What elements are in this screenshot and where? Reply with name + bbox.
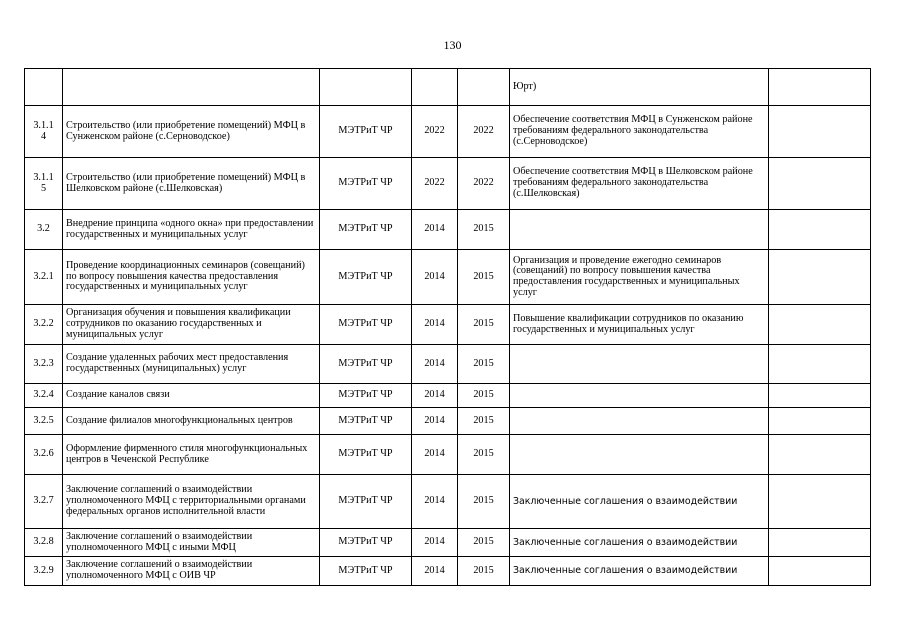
executor-cell: МЭТРиТ ЧР bbox=[320, 106, 412, 158]
expected-result-cell: Заключенные соглашения о взаимодействии bbox=[510, 529, 769, 557]
measures-table bbox=[24, 68, 871, 586]
executor-cell: МЭТРиТ ЧР bbox=[320, 435, 412, 475]
start-year-cell bbox=[412, 69, 458, 106]
row-number-cell: 3.1.1 5 bbox=[25, 158, 63, 210]
expected-result-cell bbox=[510, 384, 769, 408]
indicator-cell bbox=[769, 435, 871, 475]
end-year-cell: 2015 bbox=[458, 210, 510, 250]
table-row bbox=[25, 158, 871, 210]
indicator-cell bbox=[769, 305, 871, 345]
measure-name-cell: Заключение соглашений о взаимодействии уполномоченного МФЦ с ОИВ ЧР bbox=[63, 557, 320, 586]
end-year-cell: 2015 bbox=[458, 250, 510, 305]
start-year-cell: 2014 bbox=[412, 250, 458, 305]
executor-cell: МЭТРиТ ЧР bbox=[320, 384, 412, 408]
expected-result-cell bbox=[510, 435, 769, 475]
indicator-cell bbox=[769, 210, 871, 250]
indicator-cell bbox=[769, 384, 871, 408]
start-year-cell: 2014 bbox=[412, 384, 458, 408]
measure-name-cell: Строительство (или приобретение помещений) МФЦ в Шелковском районе (с.Шелковская) bbox=[63, 158, 320, 210]
measure-name-cell bbox=[63, 69, 320, 106]
row-number-cell: 3.2.5 bbox=[25, 408, 63, 435]
table-row bbox=[25, 69, 871, 106]
table-row bbox=[25, 305, 871, 345]
end-year-cell: 2015 bbox=[458, 305, 510, 345]
start-year-cell: 2014 bbox=[412, 345, 458, 384]
end-year-cell: 2015 bbox=[458, 557, 510, 586]
measure-name-cell: Создание удаленных рабочих мест предоставления государственных (муниципальных) услуг bbox=[63, 345, 320, 384]
expected-result-cell: Обеспечение соответствия МФЦ в Сунженском районе требованиям федерального законодательства (с.Серноводское) bbox=[510, 106, 769, 158]
indicator-cell bbox=[769, 557, 871, 586]
measure-name-cell: Организация обучения и повышения квалификации сотрудников по оказанию государственных и муниципальных услуг bbox=[63, 305, 320, 345]
start-year-cell: 2014 bbox=[412, 529, 458, 557]
expected-result-cell bbox=[510, 408, 769, 435]
measure-name-cell: Внедрение принципа «одного окна» при предоставлении государственных и муниципальных услуг bbox=[63, 210, 320, 250]
end-year-cell: 2015 bbox=[458, 529, 510, 557]
table-row bbox=[25, 384, 871, 408]
executor-cell: МЭТРиТ ЧР bbox=[320, 305, 412, 345]
page-number: 130 bbox=[443, 38, 462, 52]
expected-result-cell: Заключенные соглашения о взаимодействии bbox=[510, 557, 769, 586]
end-year-cell: 2022 bbox=[458, 158, 510, 210]
start-year-cell: 2022 bbox=[412, 106, 458, 158]
measure-name-cell: Заключение соглашений о взаимодействии уполномоченного МФЦ с территориальными органами федеральных органов исполнительной власти bbox=[63, 475, 320, 529]
start-year-cell: 2022 bbox=[412, 158, 458, 210]
end-year-cell: 2015 bbox=[458, 384, 510, 408]
start-year-cell: 2014 bbox=[412, 435, 458, 475]
start-year-cell: 2014 bbox=[412, 475, 458, 529]
table-row bbox=[25, 106, 871, 158]
end-year-cell: 2015 bbox=[458, 475, 510, 529]
measure-name-cell: Создание филиалов многофункциональных центров bbox=[63, 408, 320, 435]
measure-name-cell: Заключение соглашений о взаимодействии уполномоченного МФЦ с иными МФЦ bbox=[63, 529, 320, 557]
table-row bbox=[25, 210, 871, 250]
executor-cell: МЭТРиТ ЧР bbox=[320, 557, 412, 586]
indicator-cell bbox=[769, 475, 871, 529]
executor-cell bbox=[320, 69, 412, 106]
executor-cell: МЭТРиТ ЧР bbox=[320, 250, 412, 305]
table-row bbox=[25, 475, 871, 529]
row-number-cell: 3.2.9 bbox=[25, 557, 63, 586]
table-row bbox=[25, 250, 871, 305]
executor-cell: МЭТРиТ ЧР bbox=[320, 345, 412, 384]
measure-name-cell: Строительство (или приобретение помещений) МФЦ в Сунженском районе (с.Серноводское) bbox=[63, 106, 320, 158]
indicator-cell bbox=[769, 69, 871, 106]
indicator-cell bbox=[769, 158, 871, 210]
measure-name-cell: Создание каналов связи bbox=[63, 384, 320, 408]
row-number-cell: 3.2.3 bbox=[25, 345, 63, 384]
indicator-cell bbox=[769, 345, 871, 384]
measure-name-cell: Оформление фирменного стиля многофункциональных центров в Чеченской Республике bbox=[63, 435, 320, 475]
start-year-cell: 2014 bbox=[412, 305, 458, 345]
executor-cell: МЭТРиТ ЧР bbox=[320, 529, 412, 557]
end-year-cell bbox=[458, 69, 510, 106]
row-number-cell: 3.2.8 bbox=[25, 529, 63, 557]
row-number-cell bbox=[25, 69, 63, 106]
row-number-cell: 3.2.7 bbox=[25, 475, 63, 529]
indicator-cell bbox=[769, 529, 871, 557]
indicator-cell bbox=[769, 408, 871, 435]
end-year-cell: 2015 bbox=[458, 408, 510, 435]
expected-result-cell: Юрт) bbox=[510, 69, 769, 106]
indicator-cell bbox=[769, 106, 871, 158]
executor-cell: МЭТРиТ ЧР bbox=[320, 475, 412, 529]
table-row bbox=[25, 408, 871, 435]
executor-cell: МЭТРиТ ЧР bbox=[320, 210, 412, 250]
row-number-cell: 3.2.6 bbox=[25, 435, 63, 475]
end-year-cell: 2015 bbox=[458, 435, 510, 475]
expected-result-cell: Заключенные соглашения о взаимодействии bbox=[510, 475, 769, 529]
row-number-cell: 3.1.1 4 bbox=[25, 106, 63, 158]
expected-result-cell: Обеспечение соответствия МФЦ в Шелковском районе требованиям федерального законодательства (с.Шелковская) bbox=[510, 158, 769, 210]
row-number-cell: 3.2.1 bbox=[25, 250, 63, 305]
table-row bbox=[25, 435, 871, 475]
start-year-cell: 2014 bbox=[412, 210, 458, 250]
measure-name-cell: Проведение координационных семинаров (совещаний) по вопросу повышения качества предоставления государственных и муниципальных услуг bbox=[63, 250, 320, 305]
executor-cell: МЭТРиТ ЧР bbox=[320, 158, 412, 210]
table-row bbox=[25, 345, 871, 384]
row-number-cell: 3.2.4 bbox=[25, 384, 63, 408]
table-row bbox=[25, 557, 871, 586]
end-year-cell: 2022 bbox=[458, 106, 510, 158]
expected-result-cell: Организация и проведение ежегодно семинаров (совещаний) по вопросу повышения качества предоставления государственных и муниципальных услуг bbox=[510, 250, 769, 305]
row-number-cell: 3.2 bbox=[25, 210, 63, 250]
expected-result-cell: Повышение квалификации сотрудников по оказанию государственных и муниципальных услуг bbox=[510, 305, 769, 345]
start-year-cell: 2014 bbox=[412, 557, 458, 586]
expected-result-cell bbox=[510, 345, 769, 384]
end-year-cell: 2015 bbox=[458, 345, 510, 384]
expected-result-cell bbox=[510, 210, 769, 250]
start-year-cell: 2014 bbox=[412, 408, 458, 435]
row-number-cell: 3.2.2 bbox=[25, 305, 63, 345]
table-row bbox=[25, 529, 871, 557]
indicator-cell bbox=[769, 250, 871, 305]
executor-cell: МЭТРиТ ЧР bbox=[320, 408, 412, 435]
